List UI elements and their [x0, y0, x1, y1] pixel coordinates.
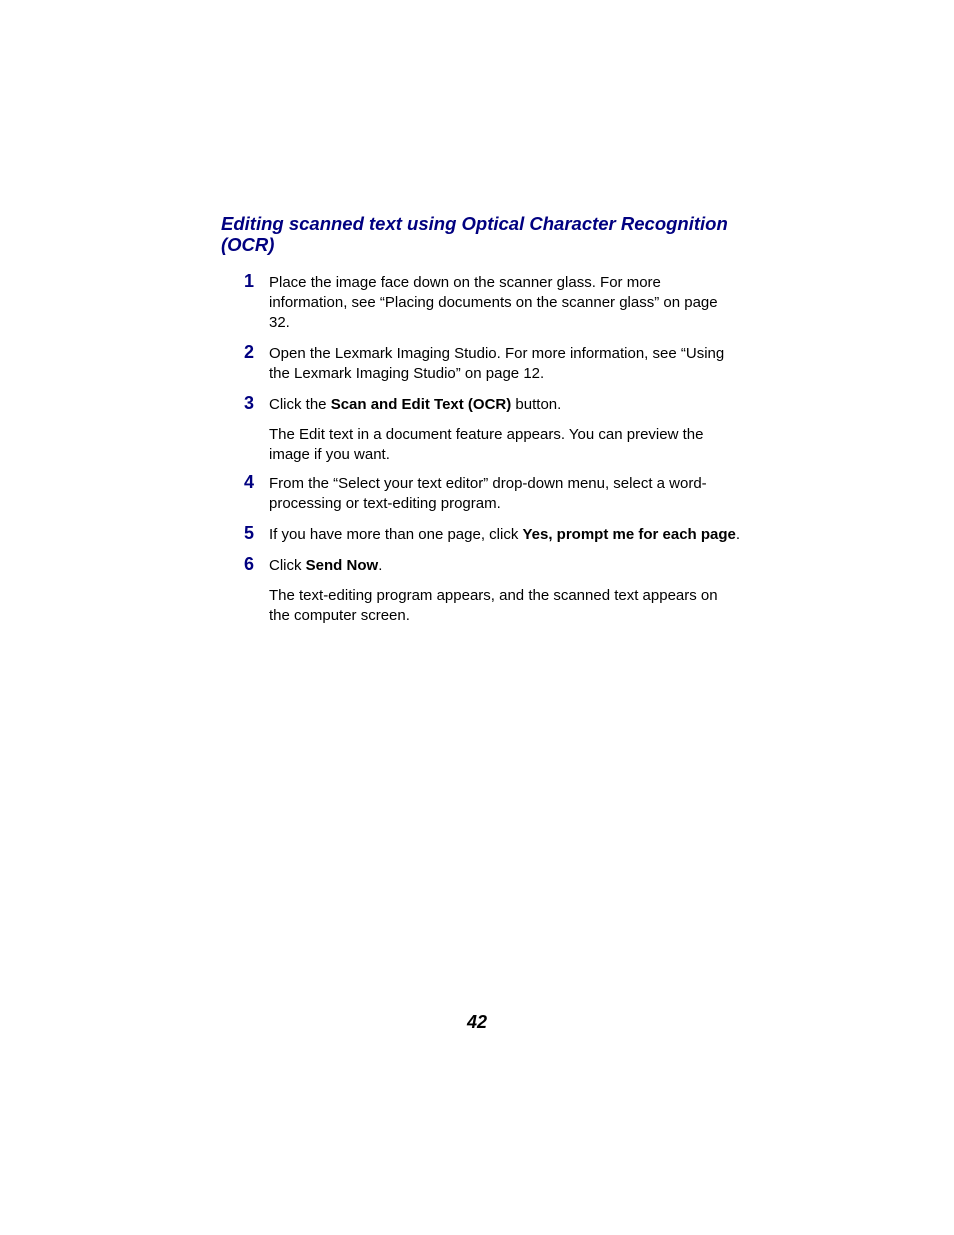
step-number: 6: [244, 554, 255, 574]
step-number: 1: [244, 271, 255, 291]
step-text-pre: Click the: [269, 396, 331, 413]
button-name: Scan and Edit Text (OCR): [330, 396, 512, 413]
step-4: [221, 474, 741, 514]
step-text-post: .: [735, 526, 741, 543]
step-text: [269, 525, 741, 545]
step-text-post: .: [378, 557, 383, 574]
step-number: 3: [244, 393, 255, 413]
step-text: Open the Lexmark Imaging Studio. For more information, see “Using the Lexmark Imaging Studio” on page 12.: [269, 345, 725, 382]
step-1: [221, 273, 741, 333]
step-note: The text-editing program appears, and the scanned text appears on the computer screen.: [269, 587, 718, 624]
step-text-pre: If you have more than one page, click: [269, 526, 523, 543]
step-text: [269, 556, 741, 576]
step-number: 4: [244, 472, 255, 492]
button-name: Send Now: [305, 557, 379, 574]
step-text-pre: Click: [269, 557, 306, 574]
document-content: [221, 213, 741, 626]
step-number: 2: [244, 342, 255, 362]
step-text: [269, 395, 741, 415]
step-text-post: button.: [511, 396, 562, 413]
section-heading: Editing scanned text using Optical Character Recognition (OCR): [221, 213, 728, 255]
step-note: The Edit text in a document feature appears. You can preview the image if you want.: [269, 426, 704, 463]
step-number: 5: [244, 523, 255, 543]
option-name: Yes, prompt me for each page: [522, 526, 736, 543]
step-text: From the “Select your text editor” drop-down menu, select a word-processing or text-editing program.: [269, 475, 707, 512]
step-3: [221, 395, 741, 465]
step-2: [221, 344, 741, 384]
step-5: [221, 525, 741, 545]
page-number: 42: [466, 1012, 488, 1032]
step-6: [221, 556, 741, 626]
step-text: Place the image face down on the scanner glass. For more information, see “Placing documents on the scanner glass” on page 32.: [269, 274, 718, 331]
